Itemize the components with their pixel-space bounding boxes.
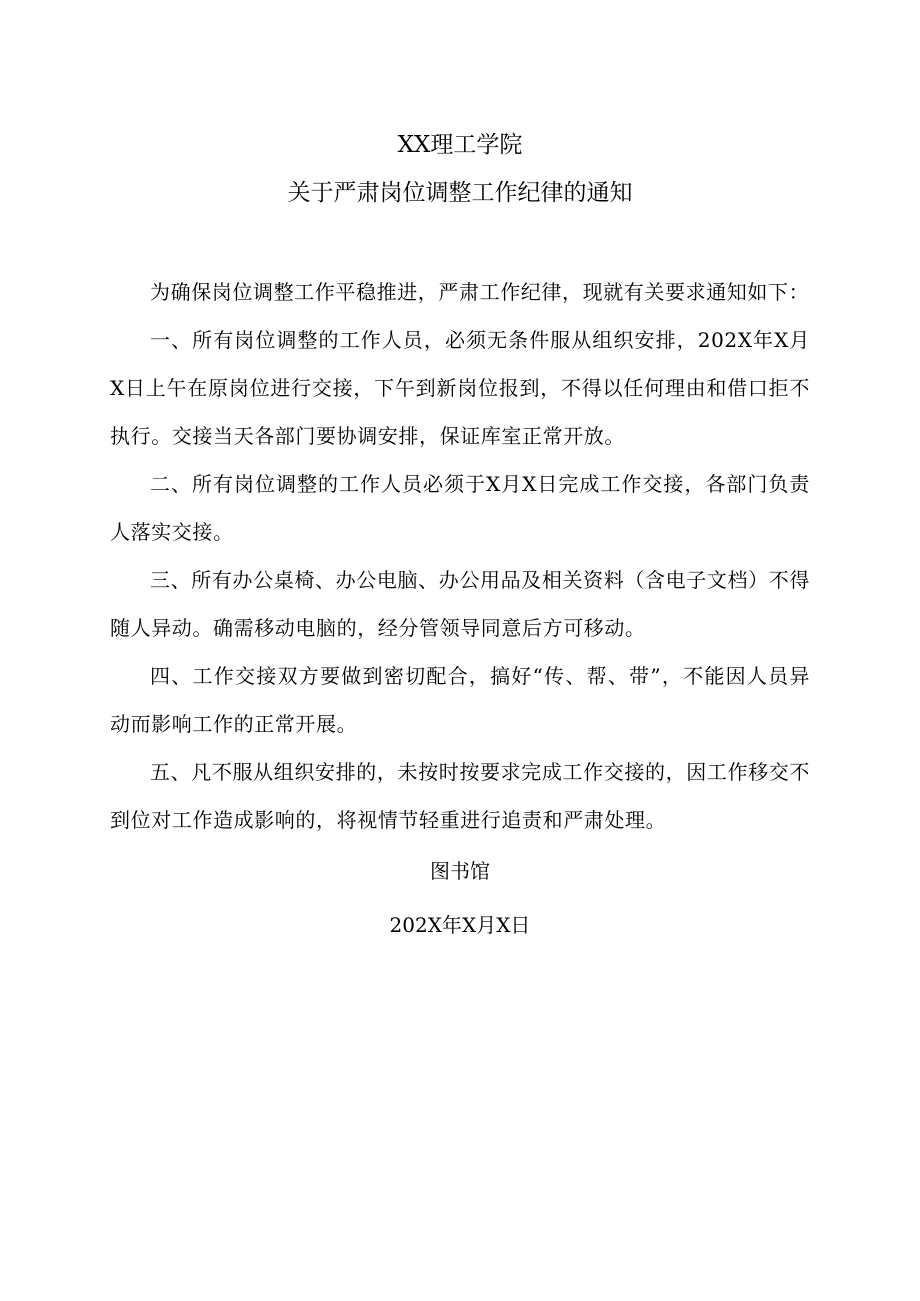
issuer-name: 图书馆	[430, 859, 490, 883]
item-paragraph-3: 三、所有办公桌椅、办公电脑、办公用品及相关资料（含电子文档）不得随人异动。确需移动电脑的，经分管领导同意后方可移动。	[110, 568, 810, 640]
item-paragraph-4: 四、工作交接双方要做到密切配合，搞好“传、帮、带”，不能因人员异动而影响工作的正常开展。	[110, 664, 810, 736]
institution-title: XX理工学院	[397, 132, 523, 158]
intro-paragraph: 为确保岗位调整工作平稳推进，严肃工作纪律，现就有关要求通知如下：	[150, 280, 810, 304]
notice-body	[110, 268, 810, 844]
notice-title: 关于严肃岗位调整工作纪律的通知	[287, 180, 633, 206]
issue-date: 202X年X月X日	[389, 913, 531, 937]
item-paragraph-5: 五、凡不服从组织安排的，未按时按要求完成工作交接的，因工作移交不到位对工作造成影响的，将视情节轻重进行追责和严肃处理。	[110, 760, 810, 832]
item-paragraph-1: 一、所有岗位调整的工作人员，必须无条件服从组织安排，202X年X月X日上午在原岗位进行交接，下午到新岗位报到，不得以任何理由和借口拒不执行。交接当天各部门要协调安排，保证库室正常开放。	[110, 328, 810, 448]
item-paragraph-2: 二、所有岗位调整的工作人员必须于X月X日完成工作交接，各部门负责人落实交接。	[110, 472, 810, 544]
